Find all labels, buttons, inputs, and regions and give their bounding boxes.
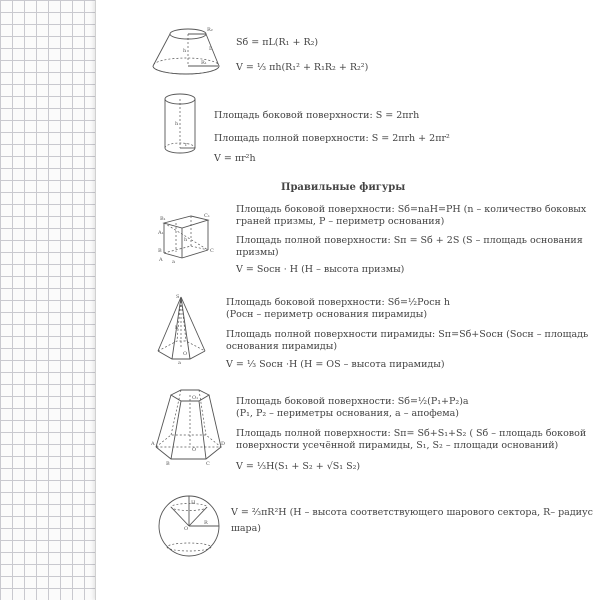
label-a1: A₁ xyxy=(158,230,164,236)
label-h: H xyxy=(191,500,196,506)
frustum-pyramid-total-2: поверхности усечённой пирамиды, S₁, S₂ – площади оснований) xyxy=(236,440,559,451)
label-h: h xyxy=(175,121,179,127)
prism-figure xyxy=(156,208,218,266)
label-s: S xyxy=(176,294,180,300)
frustum-pyramid-figure xyxy=(151,385,226,470)
label-b: B xyxy=(166,461,170,467)
label-o: O xyxy=(183,351,188,357)
prism-lateral-1: Площадь боковой поверхности: Sб=naH=PH (n – количество боковых xyxy=(236,204,587,215)
cylinder-total: Площадь полной поверхности: S = 2πrh + 2πr² xyxy=(214,133,450,144)
frustum-pyramid-lateral-1: Площадь боковой поверхности: Sб=½(P₁+P₂)a xyxy=(236,396,469,407)
label-c: C xyxy=(210,248,214,254)
prism-total-2: призмы) xyxy=(236,247,279,258)
label-c: C xyxy=(206,461,210,467)
label-b: B xyxy=(158,248,162,254)
graph-paper-background xyxy=(0,0,96,600)
prism-lateral-2: граней призмы, P – периметр основания) xyxy=(236,216,445,227)
frustum-pyramid-lateral-2: (P₁, P₂ – периметры основания, a – апофема) xyxy=(236,408,460,419)
label-r: R xyxy=(204,520,208,526)
label-h: h xyxy=(184,237,188,243)
prism-volume: V = Sосн · H (H – высота призмы) xyxy=(236,264,405,275)
sphere-volume-1: V = ⅔πR²H (H – высота соответствующего шарового сектора, R– радиус xyxy=(231,507,593,518)
label-r2: R₂ xyxy=(207,27,213,33)
label-a-edge: a xyxy=(172,259,175,265)
pyramid-total-2: основания пирамиды) xyxy=(226,341,338,352)
frustum-pyramid-volume: V = ⅓H(S₁ + S₂ + √S₁ S₂) xyxy=(236,461,361,472)
cylinder-lateral: Площадь боковой поверхности: S = 2πrh xyxy=(214,110,420,121)
label-o: O xyxy=(192,447,197,453)
label-o: O xyxy=(184,526,189,532)
label-o1: O₁ xyxy=(192,395,199,401)
label-a: a xyxy=(178,360,181,365)
label-a: A xyxy=(151,441,155,447)
frustum-cone-figure xyxy=(148,22,223,80)
label-l: L xyxy=(209,46,213,52)
pyramid-lateral-2: (Pосн – периметр основания пирамиды) xyxy=(226,309,428,320)
frustum-pyramid-total-1: Площадь полной поверхности: Sп= Sб+S₁+S₂ ( Sб – площадь боковой xyxy=(236,428,587,439)
frustum-cone-volume: V = ⅓ πh(R₁² + R₁R₂ + R₂²) xyxy=(236,62,369,73)
document-page xyxy=(95,0,600,600)
label-r: r xyxy=(185,142,188,148)
section-title: Правильные фигуры xyxy=(281,182,406,193)
cylinder-figure xyxy=(160,92,200,158)
sphere-sector-figure xyxy=(156,490,222,560)
frustum-cone-lateral: Sб = πL(R₁ + R₂) xyxy=(236,37,319,48)
label-c1: C₁ xyxy=(204,213,210,219)
prism-total-1: Площадь полной поверхности: Sп = Sб + 2S (S – площадь основания xyxy=(236,235,583,246)
pyramid-lateral-1: Площадь боковой поверхности: Sб=½Pосн h xyxy=(226,297,451,308)
label-h: h xyxy=(175,325,179,331)
cylinder-volume: V = πr²h xyxy=(214,153,256,164)
pyramid-total-1: Площадь полной поверхности пирамиды: Sп=Sб+Sосн (Sосн – площадь xyxy=(226,329,589,340)
pyramid-volume: V = ⅓ Sосн ·H (H = OS – высота пирамиды) xyxy=(226,359,445,370)
pyramid-figure xyxy=(152,293,212,365)
label-b1: B₁ xyxy=(160,216,166,222)
label-d: D xyxy=(221,441,226,447)
sphere-volume-2: шара) xyxy=(231,523,261,534)
label-a: A xyxy=(159,257,163,263)
label-h: h xyxy=(183,48,187,54)
label-r1: R₁ xyxy=(201,60,207,66)
